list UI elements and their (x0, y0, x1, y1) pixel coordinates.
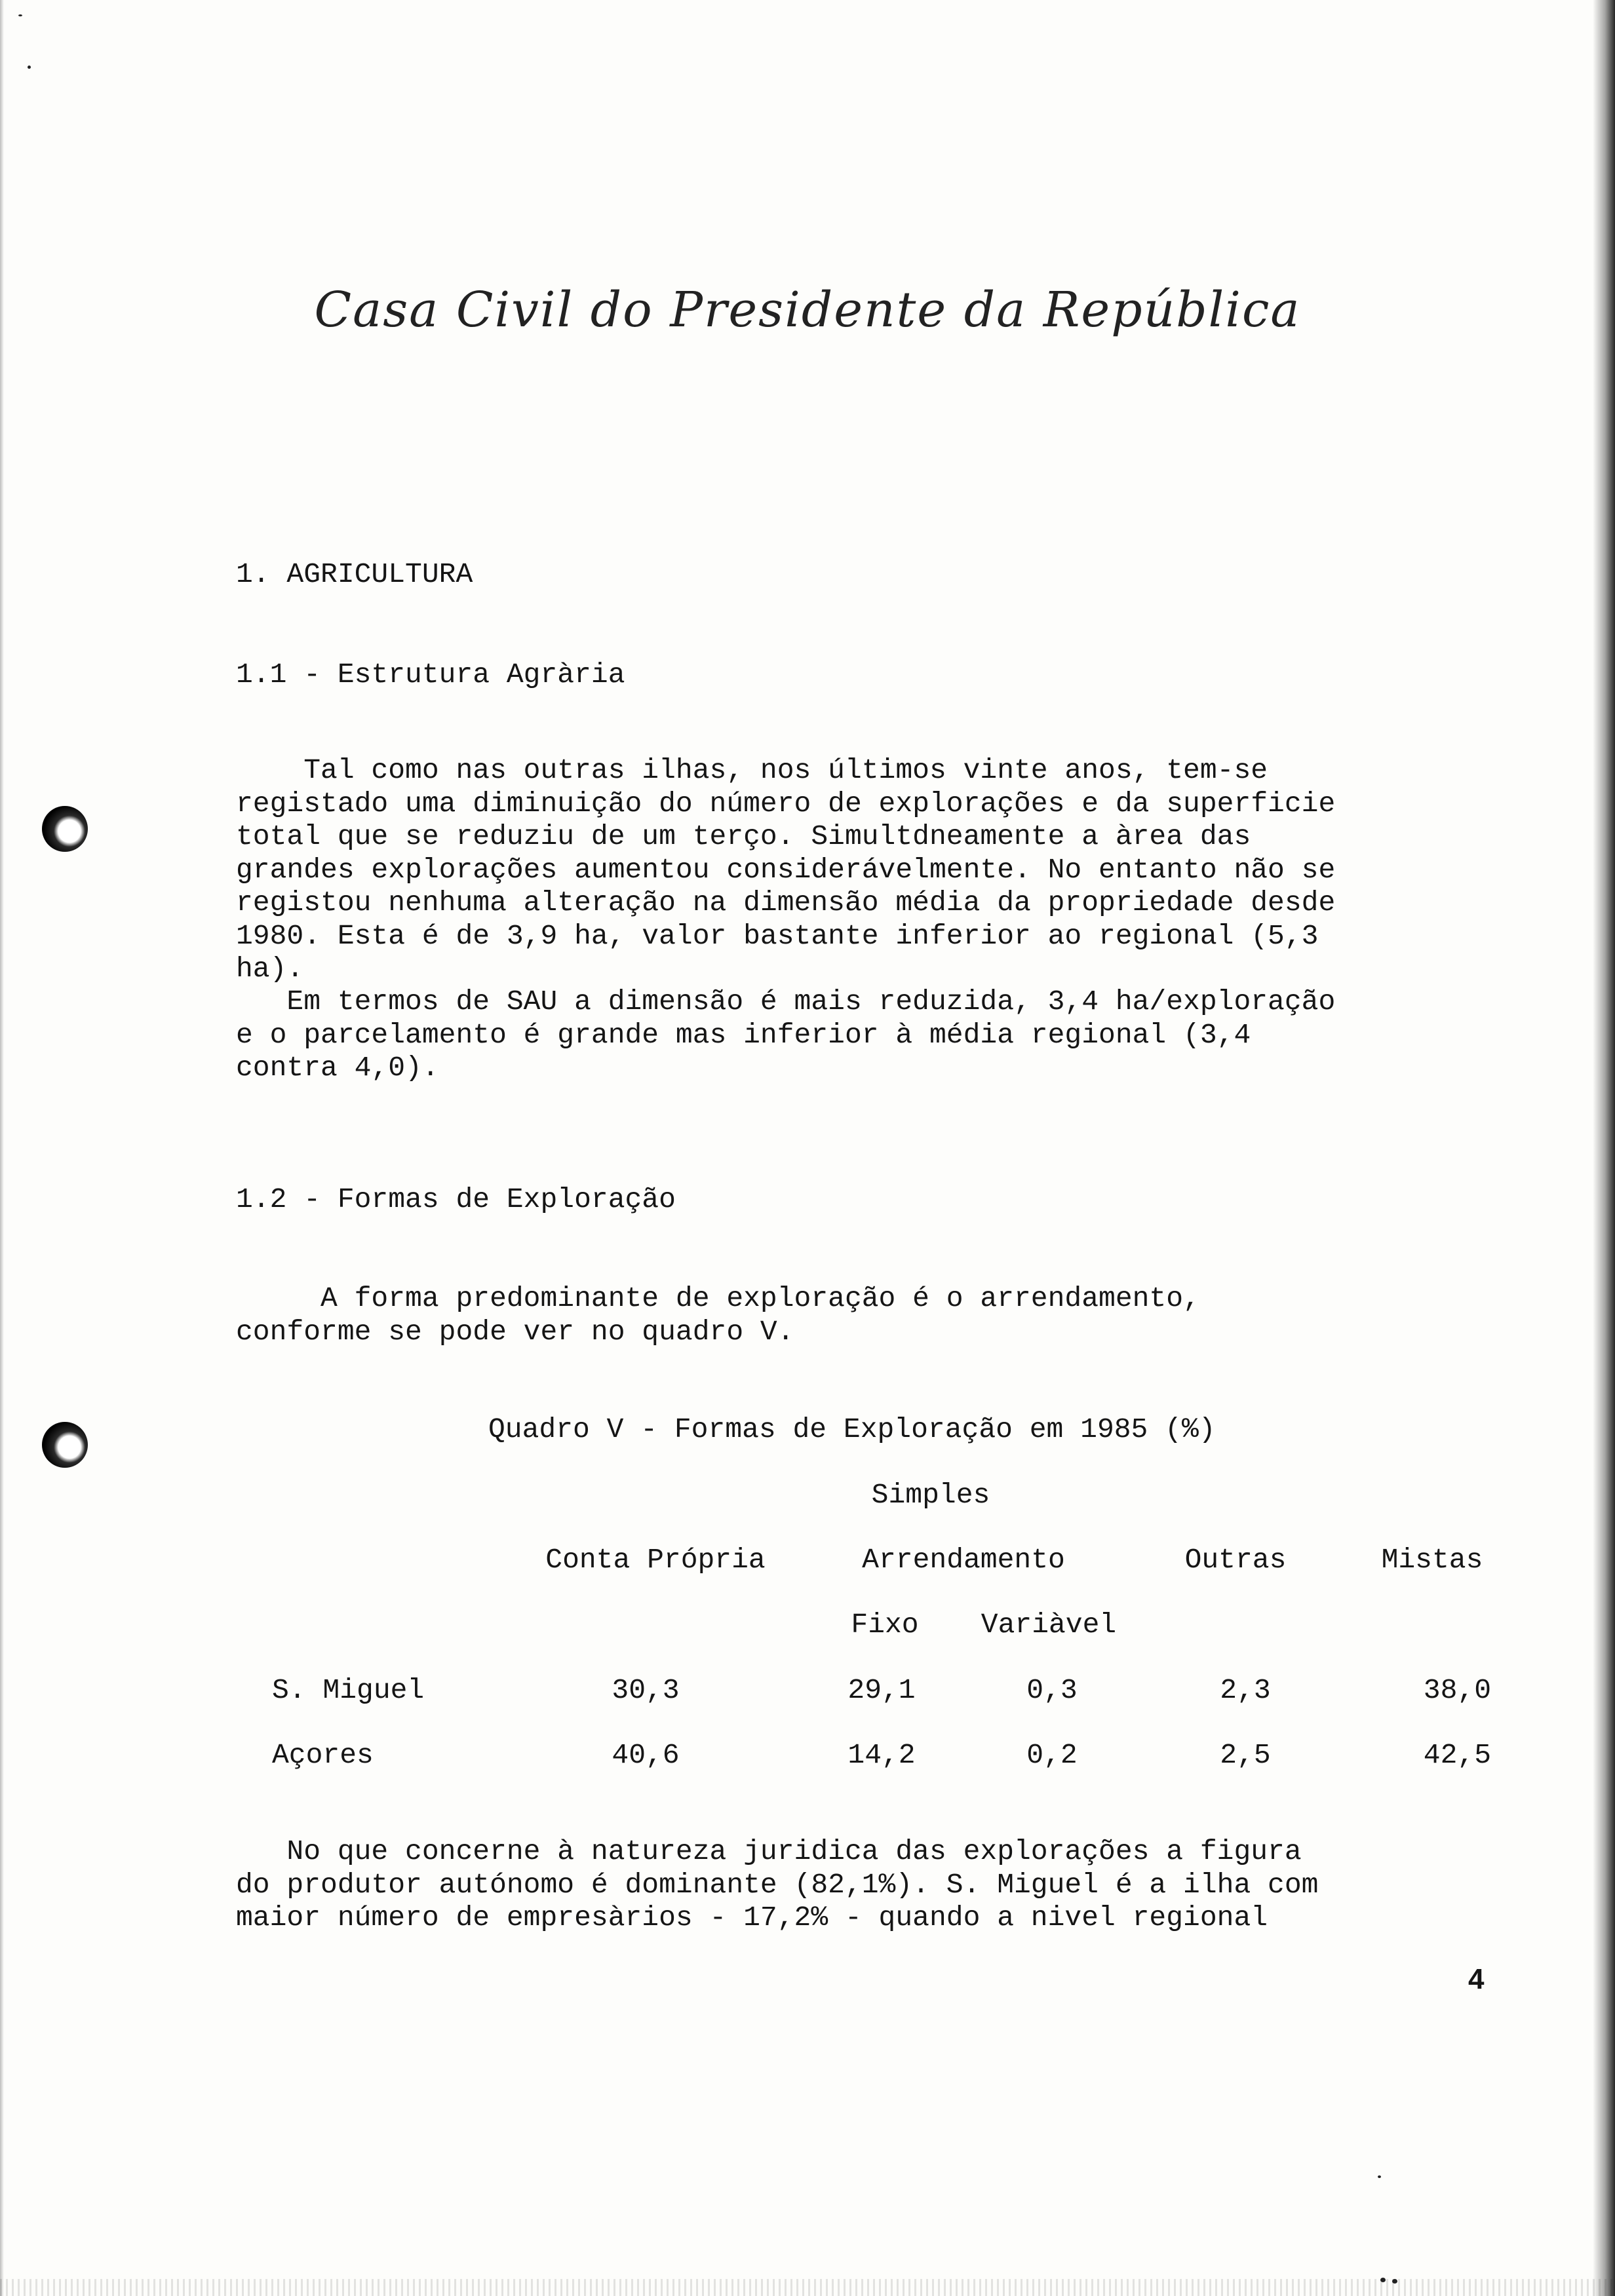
sub-column-header: Variàvel (981, 1609, 1117, 1641)
scan-speck (1380, 2278, 1386, 2282)
chapter-title: 1. AGRICULTURA (236, 558, 473, 590)
paragraph-line: grandes explorações aumentou considerávelmente. No entanto não se (236, 853, 1336, 886)
paragraph-line: contra 4,0). (236, 1052, 439, 1084)
section-title-estrutura: 1.1 - Estrutura Agrària (236, 659, 625, 691)
table-cell: 30,3 (612, 1674, 680, 1706)
paragraph-line: Em termos de SAU a dimensão é mais reduzida, 3,4 ha/exploração (236, 985, 1336, 1018)
paragraph-line: conforme se pode ver no quadro V. (236, 1315, 794, 1348)
closing-paragraph (236, 1835, 1318, 1935)
table-cell: 0,2 (1026, 1739, 1078, 1771)
paragraph-formas-1 (236, 1282, 1200, 1349)
row-label: S. Miguel (272, 1674, 425, 1706)
scan-right-edge-shadow (1593, 0, 1615, 2296)
section-title-formas: 1.2 - Formas de Exploração (236, 1183, 676, 1215)
column-header: Conta Própria (545, 1544, 766, 1576)
paragraph-line: registou nenhuma alteração na dimensão média da propriedade desde (236, 887, 1336, 919)
paragraph-estrutura-1 (236, 754, 1335, 986)
table-cell: 0,3 (1026, 1674, 1078, 1706)
paragraph-line: registado uma diminuição do número de explorações e da superficie (236, 787, 1336, 820)
table-cell: 29,1 (847, 1674, 916, 1706)
table-cell: 2,5 (1220, 1739, 1271, 1771)
table-group-header: Simples (871, 1479, 990, 1511)
paragraph-line: Tal como nas outras ilhas, nos últimos vinte anos, tem-se (236, 754, 1268, 786)
column-header: Outras (1184, 1544, 1287, 1576)
paragraph-line: 1980. Esta é de 3,9 ha, valor bastante inferior ao regional (5,3 (236, 919, 1319, 952)
punch-hole-icon (42, 1422, 88, 1468)
row-label: Açores (272, 1739, 374, 1771)
page-number: 4 (1468, 1963, 1485, 1995)
table-caption: Quadro V - Formas de Exploração em 1985 (%) (488, 1413, 1216, 1445)
scan-left-edge (0, 0, 4, 2296)
scan-speck (28, 66, 31, 69)
scan-speck (1392, 2279, 1397, 2284)
letterhead: Casa Civil do Presidente da República (314, 282, 1301, 338)
paragraph-line: do produtor autónomo é dominante (82,1%). S. Miguel é a ilha com (236, 1868, 1319, 1901)
sub-column-header: Fixo (851, 1609, 919, 1641)
scan-speck (1378, 2175, 1381, 2178)
paragraph-estrutura-2 (236, 985, 1335, 1085)
column-header: Mistas (1381, 1544, 1483, 1576)
table-cell: 42,5 (1423, 1739, 1491, 1771)
paragraph-line: ha). (236, 953, 304, 985)
table-cell: 14,2 (847, 1739, 916, 1771)
punch-hole-icon (42, 806, 88, 852)
table-cell: 38,0 (1423, 1674, 1491, 1706)
paragraph-line: A forma predominante de exploração é o arrendamento, (236, 1282, 1200, 1314)
paragraph-line: total que se reduziu de um terço. Simultdneamente a àrea das (236, 820, 1251, 852)
scan-bottom-speckle (0, 2279, 1615, 2296)
scan-speck (18, 14, 22, 16)
paragraph-line: e o parcelamento é grande mas inferior à média regional (3,4 (236, 1018, 1251, 1051)
paragraph-line: No que concerne à natureza juridica das explorações a figura (236, 1835, 1302, 1867)
table-cell: 40,6 (612, 1739, 680, 1771)
column-header: Arrendamento (862, 1544, 1065, 1576)
paragraph-line: maior número de empresàrios - 17,2% - quando a nivel regional (236, 1902, 1268, 1934)
table-cell: 2,3 (1220, 1674, 1271, 1706)
